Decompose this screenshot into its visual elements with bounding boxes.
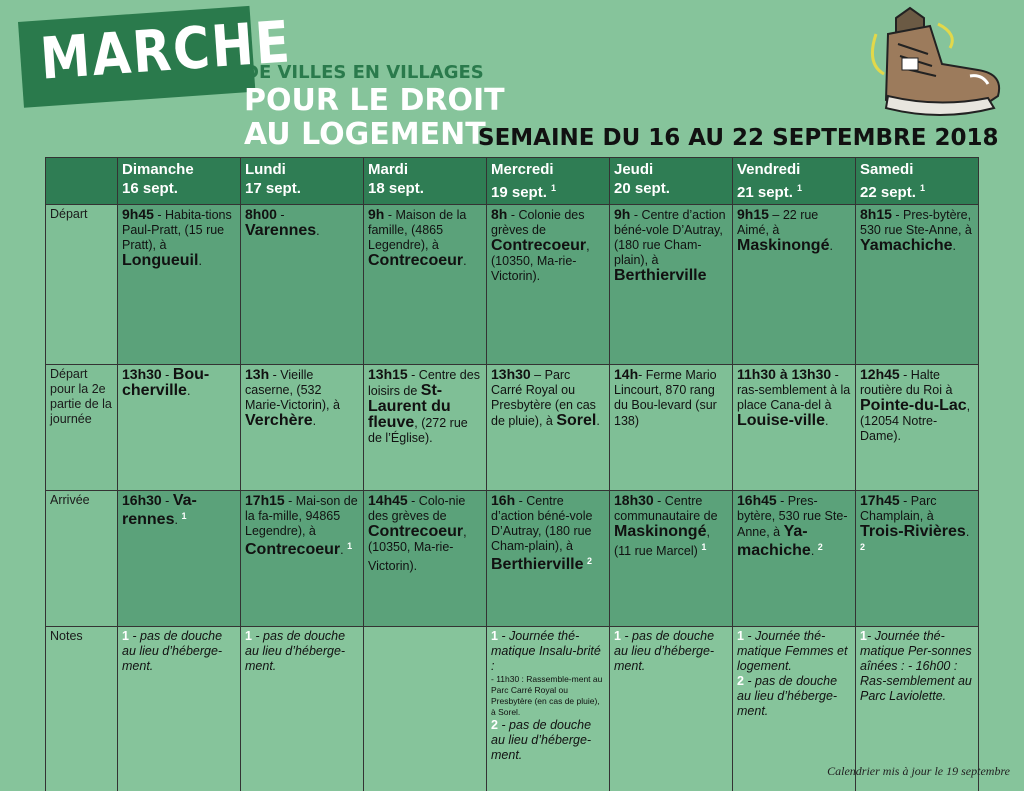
cell-place: Louise-ville — [737, 412, 826, 429]
note-number: 1 — [737, 629, 744, 643]
schedule-cell — [610, 491, 733, 627]
cell-time: 16h30 — [122, 492, 162, 508]
cell-b: (532 Marie-Victorin), à — [245, 383, 340, 412]
cell-place: Verchère — [245, 412, 313, 429]
boot-house-icon — [858, 4, 1008, 122]
cell-time: 11h30 à 13h30 — [737, 366, 832, 382]
table-row — [46, 365, 979, 491]
note-number: 1 — [860, 629, 867, 643]
note-2 — [737, 674, 851, 719]
schedule-cell — [364, 491, 487, 627]
note-1 — [614, 629, 728, 674]
note-1 — [122, 629, 236, 674]
note-number: 2 — [491, 718, 498, 732]
cell-a: - Centre d’action béné-vole D’Autray, — [614, 208, 726, 237]
note-text: - pas de douche au lieu d’héberge-ment. — [737, 674, 838, 718]
note-text: - pas de douche au lieu d’héberge-ment. — [491, 718, 592, 762]
cell-a: - Centre des loisirs de — [368, 368, 480, 398]
cell-time: 17h15 — [245, 492, 285, 508]
cell-a: - — [276, 208, 285, 222]
cell-b: (en cas de pluie), à — [491, 398, 596, 428]
col-header: Mardi 18 sept. — [364, 158, 487, 205]
cell-a: - Colo-nie des grèves de — [368, 494, 466, 523]
title: MARCHE — [38, 8, 294, 93]
note-text: - Journée thé-matique Femmes et logement. — [737, 629, 848, 673]
cell-time: 17h45 — [860, 492, 900, 508]
note-text: - Journée thé-matique Insalu-brité : — [491, 629, 601, 673]
schedule-cell — [241, 205, 364, 365]
row-label: Départ pour la 2e partie de la journée — [46, 365, 118, 491]
cell-place: Trois-Rivières — [860, 523, 966, 540]
row-label: Arrivée — [46, 491, 118, 627]
cell-place: Bou-cherville — [122, 366, 210, 399]
cell-a: - Ferme Mario Lincourt, — [614, 368, 717, 397]
schedule-cell — [364, 365, 487, 491]
schedule-cell — [118, 365, 241, 491]
cell-a: - Pres-bytère, 530 rue Ste-Anne, à — [737, 494, 848, 539]
cell-place: Contrecoeur — [245, 541, 341, 559]
cell-end: . — [952, 239, 956, 253]
cell-place: Contrecoeur — [368, 252, 464, 269]
cell-place: Sorel — [556, 412, 597, 429]
cell-a: - Pres-bytère, 530 rue Ste-Anne, à — [860, 208, 972, 237]
schedule-cell — [241, 365, 364, 491]
header-row — [46, 158, 979, 205]
cell-a: - Vieille caserne, — [245, 368, 314, 397]
week-title: SEMAINE DU 16 AU 22 SEPTEMBRE 2018 — [478, 125, 999, 151]
cell-place: Berthierville — [491, 556, 584, 574]
schedule-cell — [118, 491, 241, 627]
schedule-cell — [487, 491, 610, 627]
footnote-ref: 1 — [347, 541, 353, 551]
schedule-cell — [610, 205, 733, 365]
cell-time: 9h — [368, 206, 385, 222]
cell-time: 12h45 — [860, 366, 900, 382]
cell-b: (180 rue Cham-plain), à — [491, 524, 592, 553]
cell-time: 16h — [491, 492, 516, 508]
cell-end: . — [825, 414, 829, 428]
cell-end: . — [186, 384, 191, 398]
cell-b: (15 rue Pratt), à — [122, 223, 225, 252]
cell-a: – Parc Carré Royal ou Presbytère — [491, 368, 576, 412]
cell-a: - Centre d’action béné-vole D’Autray, — [491, 494, 593, 538]
schedule-cell — [364, 205, 487, 365]
schedule-cell — [487, 365, 610, 491]
cell-time: 13h15 — [368, 366, 408, 382]
cell-time: 9h45 — [122, 206, 154, 222]
cell-end: . — [174, 513, 178, 528]
cell-end: , (10350, Ma-rie-Victorin). — [491, 239, 590, 283]
col-header: Lundi 17 sept. — [241, 158, 364, 205]
note-text: - pas de douche au lieu d’héberge-ment. — [122, 629, 223, 673]
row-label: Notes — [46, 627, 118, 791]
note-text: - pas de douche au lieu d’héberge-ment. — [614, 629, 715, 673]
note-1 — [491, 629, 605, 674]
cell-place: Varennes — [245, 222, 317, 239]
note-number: 1 — [122, 629, 129, 643]
col-header: Mercredi 19 sept. $^1$ — [487, 158, 610, 205]
subtitle-line2: POUR LE DROIT — [244, 83, 505, 118]
cell-time: 14h45 — [368, 492, 408, 508]
cell-a: - ras-semblement à la place Cana-del à — [737, 368, 851, 412]
subtitle-line3: AU LOGEMENT — [244, 117, 486, 152]
cell-place: Maskinongé — [614, 523, 707, 540]
cell-a: - Habita-tions Paul-Pratt, — [122, 208, 232, 237]
cell-time: 16h45 — [737, 492, 777, 508]
schedule-table — [45, 157, 979, 791]
schedule-cell — [856, 365, 979, 491]
cell-end: , (272 rue de l’Église). — [368, 416, 468, 445]
schedule-cell — [856, 205, 979, 365]
cell-end: . — [198, 254, 202, 268]
cell-time: 9h15 — [737, 206, 769, 222]
cell-a: - — [161, 368, 173, 382]
notes-cell — [610, 627, 733, 791]
cell-a: - Halte routière du Roi à — [860, 368, 953, 397]
cell-place: Maskinongé — [737, 237, 830, 254]
cell-place: Yamachiche — [860, 237, 953, 254]
cell-b: 94865 Legendre), à — [245, 509, 341, 538]
cell-b: (180 rue Cham-plain), à — [614, 238, 702, 267]
schedule-cell — [856, 491, 979, 627]
cell-end: , (10350, Ma-rie-Victorin). — [368, 525, 467, 574]
table-row — [46, 205, 979, 365]
note-1 — [245, 629, 359, 674]
cell-end: , (12054 Notre-Dame). — [860, 399, 971, 443]
schedule-cell — [118, 205, 241, 365]
col-header: Samedi 22 sept. $^1$ — [856, 158, 979, 205]
cell-a: – 22 rue Aimé, à — [737, 208, 819, 237]
cell-end: . — [340, 543, 344, 558]
cell-place: Contrecoeur — [491, 237, 587, 254]
footnote-ref: 1 — [701, 542, 707, 552]
cell-end: , (11 rue Marcel) — [614, 525, 710, 559]
cell-a: - Maison de la famille, — [368, 208, 467, 237]
cell-end: . — [316, 224, 320, 238]
subtitle-block — [244, 84, 505, 152]
note-text: - pas de douche au lieu d’héberge-ment. — [245, 629, 346, 673]
notes-cell — [364, 627, 487, 791]
footnote-ref: 2 — [860, 542, 866, 552]
notes-cell — [118, 627, 241, 791]
schedule-cell — [733, 491, 856, 627]
note-1 — [860, 629, 974, 704]
cell-a: - Centre communautaire de — [614, 494, 718, 523]
subtitle-line1: DE VILLES EN VILLAGES — [244, 62, 484, 83]
footnote-ref: 2 — [586, 556, 592, 566]
row-label: Départ — [46, 205, 118, 365]
cell-a: - Colonie des grèves de — [491, 208, 585, 237]
corner-cell — [46, 158, 118, 205]
cell-end: . — [312, 414, 317, 428]
cell-place: Ya-machiche — [737, 523, 811, 560]
note-number: 1 — [491, 629, 498, 643]
note-number: 1 — [245, 629, 252, 643]
cell-a: - Parc Champlain, à — [860, 494, 937, 523]
cell-end: . — [463, 254, 467, 268]
cell-time: 13h30 — [122, 366, 162, 382]
note-2 — [491, 718, 605, 763]
cell-place: Longueuil — [122, 252, 199, 269]
cell-end: . — [829, 239, 833, 253]
notes-cell — [487, 627, 610, 791]
footnote-ref: 2 — [817, 542, 823, 552]
cell-time: 9h — [614, 206, 631, 222]
col-header: Vendredi 21 sept. $^1$ — [733, 158, 856, 205]
schedule-cell — [487, 205, 610, 365]
notes-cell — [241, 627, 364, 791]
cell-place: St-Laurent du fleuve — [368, 382, 451, 431]
cell-end: . — [965, 525, 970, 539]
note-text: - Journée thé-matique Per-sonnes aînées : - 16h00 : Ras-semblement au Parc Laviolette. — [860, 629, 972, 703]
cell-time: 13h — [245, 366, 270, 382]
cell-time: 8h15 — [860, 206, 892, 222]
schedule-cell — [733, 365, 856, 491]
cell-time: 18h30 — [614, 492, 654, 508]
cell-place: Berthierville — [614, 267, 707, 284]
schedule-cell — [733, 205, 856, 365]
cell-time: 8h — [491, 206, 508, 222]
note-detail: - 11h30 : Rassemble-ment au Parc Carré Royal ou Presbytère (en cas de pluie), à Sorel. — [491, 674, 603, 717]
cell-time: 8h00 — [245, 206, 277, 222]
cell-a: - — [161, 494, 173, 508]
cell-place: Pointe-du-Lac — [860, 397, 967, 414]
schedule-cell — [241, 491, 364, 627]
schedule-cell — [610, 365, 733, 491]
cell-end: . — [596, 414, 600, 428]
footnote-ref: 1 — [181, 511, 187, 521]
col-header: Jeudi 20 sept. — [610, 158, 733, 205]
cell-place: Va-rennes — [122, 492, 197, 529]
cell-end: . — [810, 544, 815, 559]
note-1 — [737, 629, 851, 674]
note-number: 1 — [614, 629, 621, 643]
table-row — [46, 491, 979, 627]
footer-note: Calendrier mis à jour le 19 septembre — [827, 764, 1010, 778]
cell-b: (4865 Legendre), à — [368, 223, 444, 252]
cell-time: 13h30 — [491, 366, 531, 382]
cell-b: 870 rang du Bou-levard (sur 138) — [614, 383, 717, 428]
cell-a: - Mai-son de la fa-mille, — [245, 494, 358, 523]
col-header: Dimanche 16 sept. — [118, 158, 241, 205]
note-number: 2 — [737, 674, 744, 688]
cell-time: 14h — [614, 366, 639, 382]
cell-place: Contrecoeur — [368, 523, 464, 540]
